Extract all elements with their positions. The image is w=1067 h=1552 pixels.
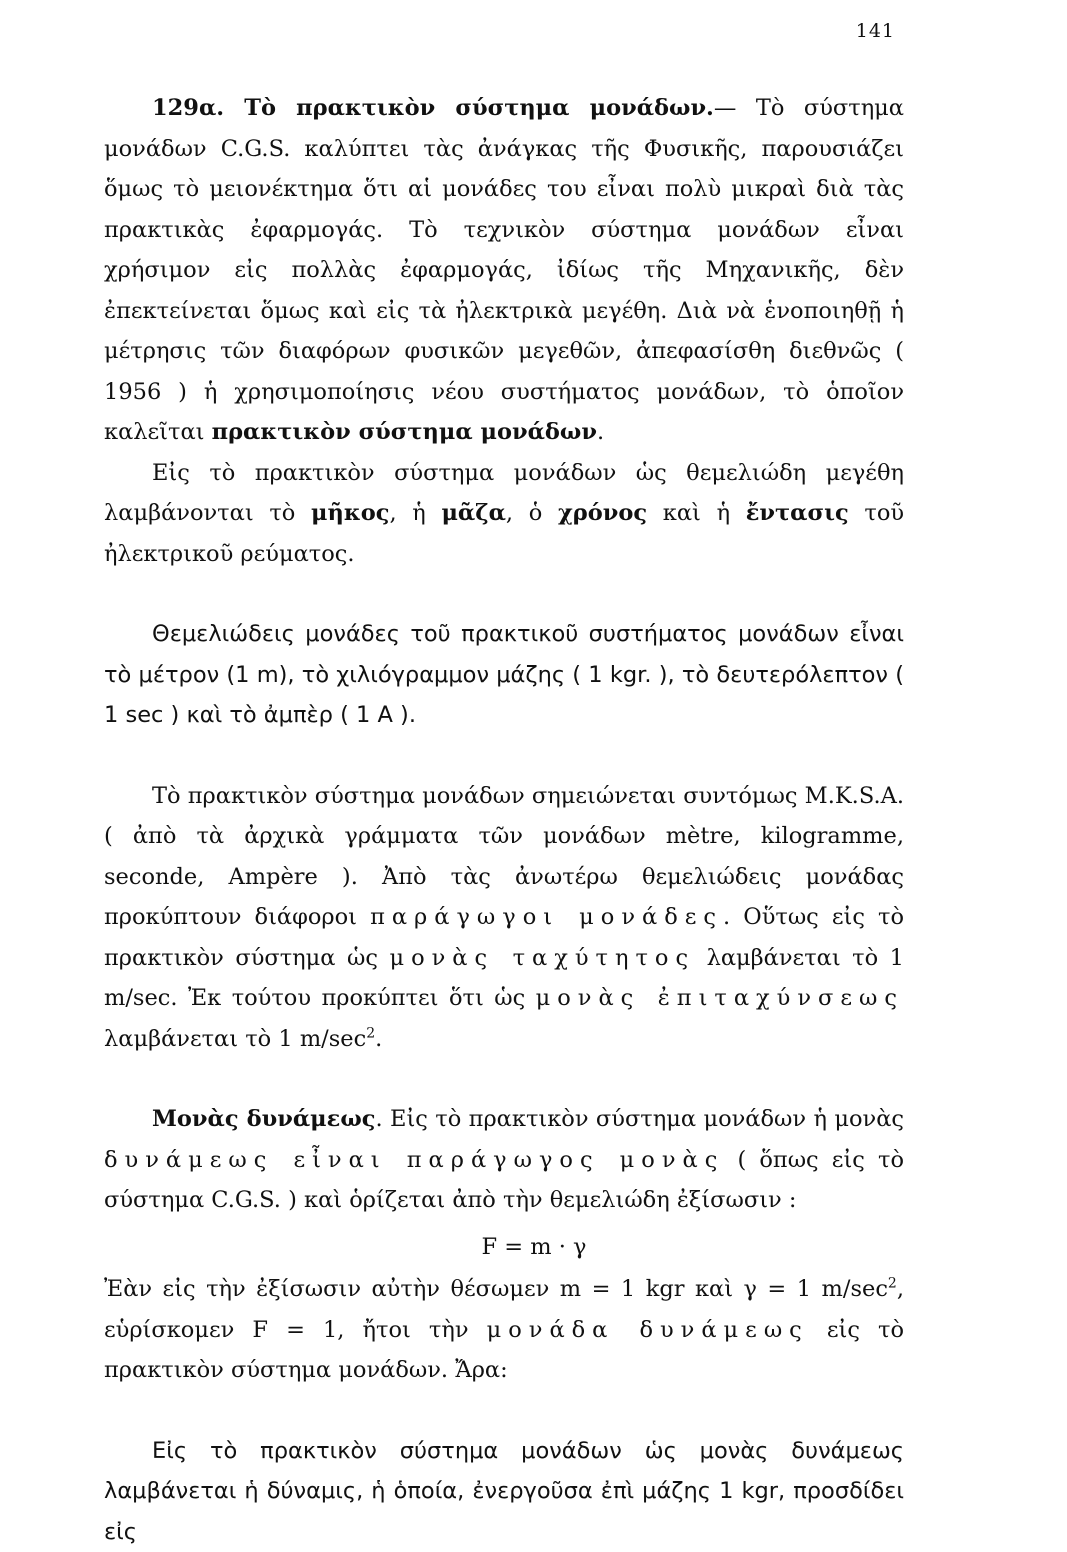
para6-text-a: Ἐὰν εἰς τὴν ἐξίσωσιν αὐτὴν θέσωμεν m = 1 kgr καὶ γ = 1 m/sec	[104, 1276, 888, 1302]
force-unit-heading: Μονὰς δυνάμεως	[152, 1106, 375, 1132]
para2-sep2: , ὁ	[506, 500, 542, 526]
page-body	[104, 88, 904, 1552]
intro-bold-term: πρακτικὸν σύστημα μονάδων	[212, 419, 597, 445]
paragraph-force-unit	[104, 1099, 904, 1221]
paragraph-fundamental-quantities	[104, 453, 904, 575]
para4-text-a: Τὸ πρακτικὸν σύστημα μονάδων σημειώνεται συντόμως M.K.S.A. ( ἀπὸ τὰ ἀρχικὰ γράμματα τῶν μονάδων mètre, kilogramme, seconde, Ampère ). Ἀπὸ τὰς ἀνωτέρω θεμελιώδεις μονάδας προκύπτουν διάφοροι	[104, 783, 904, 931]
spaced-force-derived: δυνάμεως εἶναι παράγωγος μονὰς	[104, 1147, 724, 1173]
section-heading: 129α. Τὸ πρακτικὸν σύστημα μονάδων.	[152, 95, 714, 121]
para4-text-c: λαμβάνεται τὸ 1 m/sec. Ἐκ τούτου προκύπτει ὅτι ὡς	[104, 945, 904, 1012]
para5-text-b: ( ὅπως εἰς τὸ σύστημα C.G.S. ) καὶ ὁρίζεται ἀπὸ τὴν θεμελιώδη ἐξίσωσιν :	[104, 1147, 904, 1214]
para2-text: Εἰς τὸ πρακτικὸν σύστημα μονάδων ὡς θεμελιώδη μεγέθη λαμβάνονται τὸ	[104, 460, 904, 527]
paragraph-mksa	[104, 776, 904, 1060]
spaced-velocity-unit: μονὰς ταχύτητος	[389, 945, 695, 971]
para6-text-c: εἰς τὸ πρακτικὸν σύστημα μονάδων. Ἄρα:	[104, 1317, 904, 1384]
spaced-derived-units: παράγωγοι μονάδες	[370, 904, 723, 930]
para4-text-b: . Οὕτως εἰς τὸ πρακτικὸν σύστημα ὡς	[104, 904, 904, 971]
formula-newton: F = m · γ	[104, 1227, 904, 1268]
para2-sep1: , ἡ	[389, 500, 425, 526]
term-length: μῆκος	[311, 500, 389, 526]
para4-end: .	[375, 1026, 382, 1052]
paragraph-fundamental-units: Θεμελιώδεις μονάδες τοῦ πρακτικοῦ συστήματος μονάδων εἶναι τὸ μέτρον (1 m), τὸ χιλιόγραμμον μάζης ( 1 kgr. ), τὸ δευτερόλεπτον ( 1 sec ) καὶ τὸ ἀμπὲρ ( 1 A ).	[104, 614, 904, 736]
para6-text-b: , εὑρίσκομεν F = 1, ἤτοι τὴν	[104, 1276, 904, 1343]
spaced-force-unit: μονάδα δυνάμεως	[487, 1317, 809, 1343]
paragraph-substitution	[104, 1269, 904, 1391]
page-number: 141	[856, 20, 895, 42]
para6-superscript: 2	[888, 1276, 897, 1292]
term-time: χρόνος	[558, 500, 647, 526]
para2-end: τοῦ ἠλεκτρικοῦ ρεύματος.	[104, 500, 904, 567]
para4-text-d: λαμβάνεται τὸ 1 m/sec	[104, 1026, 366, 1052]
para2-sep3: καὶ ἡ	[663, 500, 730, 526]
intro-text: — Τὸ σύστημα μονάδων C.G.S. καλύπτει τὰς ἀνάγκας τῆς Φυσικῆς, παρουσιάζει ὅμως τὸ μειονέκτημα ὅτι αἱ μονάδες του εἶναι πολὺ μικραὶ διὰ τὰς πρακτικὰς ἐφαρμογάς. Τὸ τεχνικὸν σύστημα μονάδων εἶναι χρήσιμον εἰς πολλὰς ἐφαρμογάς, ἰδίως τῆς Μηχανικῆς, δὲν ἐπεκτείνεται ὅμως καὶ εἰς τὰ ἠλεκτρικὰ μεγέθη. Διὰ νὰ ἑνοποιηθῇ ἡ μέτρησις τῶν διαφόρων φυσικῶν μεγεθῶν, ἀπεφασίσθη διεθνῶς ( 1956 ) ἡ χρησιμοποίησις νέου συστήματος μονάδων, τὸ ὁποῖον καλεῖται	[104, 95, 904, 445]
section-paragraph-intro	[104, 88, 904, 453]
para4-superscript: 2	[366, 1025, 375, 1041]
term-mass: μᾶζα	[441, 500, 505, 526]
paragraph-force-definition: Εἰς τὸ πρακτικὸν σύστημα μονάδων ὡς μονὰς δυνάμεως λαμβάνεται ἡ δύναμις, ἡ ὁποία, ἐνεργοῦσα ἐπὶ μάζης 1 kgr, προσδίδει εἰς	[104, 1431, 904, 1552]
para5-text-a: . Εἰς τὸ πρακτικὸν σύστημα μονάδων ἡ μονὰς	[375, 1106, 904, 1132]
spaced-acceleration-unit: μονὰς ἐπιταχύνσεως	[536, 985, 904, 1011]
intro-end: .	[597, 419, 604, 445]
term-current: ἔντασις	[746, 500, 849, 526]
